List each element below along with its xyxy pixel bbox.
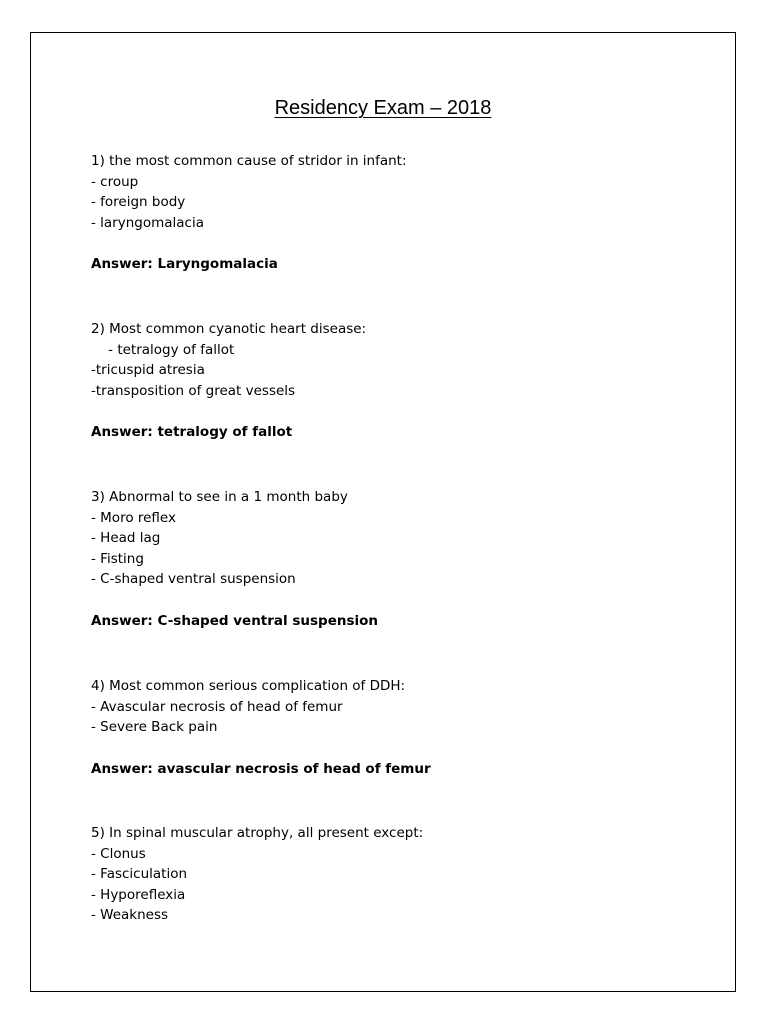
question-4 [91,676,711,779]
correct-answer: Answer: Laryngomalacia [91,256,278,273]
correct-answer: Answer: tetralogy of fallot [91,424,293,441]
answer-option: - croup [91,173,139,190]
answer-option: - C-shaped ventral suspension [91,571,296,588]
question-prompt: 4) Most common serious complication of DDH: [91,678,406,694]
document-title: Residency Exam – 2018 [274,97,492,119]
answer-option: -tricuspid atresia [91,362,205,379]
question-prompt: 3) Abnormal to see in a 1 month baby [91,489,348,505]
correct-answer: Answer: C-shaped ventral suspension [91,612,379,629]
question-2 [91,319,711,443]
answer-option: - Head lag [91,530,161,547]
question-3 [91,487,711,632]
answer-option: - tetralogy of fallot [91,341,235,358]
answer-option: - Avascular necrosis of head of femur [91,698,343,715]
question-1 [91,151,711,275]
answer-option: - Fasciculation [91,866,188,883]
question-prompt: 1) the most common cause of stridor in infant: [91,153,407,169]
answer-option: -transposition of great vessels [91,382,296,399]
question-5 [91,823,711,926]
answer-option: - Weakness [91,907,169,924]
correct-answer: Answer: avascular necrosis of head of femur [91,760,431,777]
document-page [30,32,736,992]
answer-option: - laryngomalacia [91,214,205,231]
answer-option: - foreign body [91,194,186,211]
answer-option: - Moro reflex [91,509,176,526]
answer-option: - Severe Back pain [91,719,218,736]
answer-option: - Fisting [91,550,144,567]
question-prompt: 5) In spinal muscular atrophy, all present except: [91,825,424,841]
answer-option: - Clonus [91,845,146,862]
answer-option: - Hyporeflexia [91,886,186,903]
question-prompt: 2) Most common cyanotic heart disease: [91,321,367,337]
